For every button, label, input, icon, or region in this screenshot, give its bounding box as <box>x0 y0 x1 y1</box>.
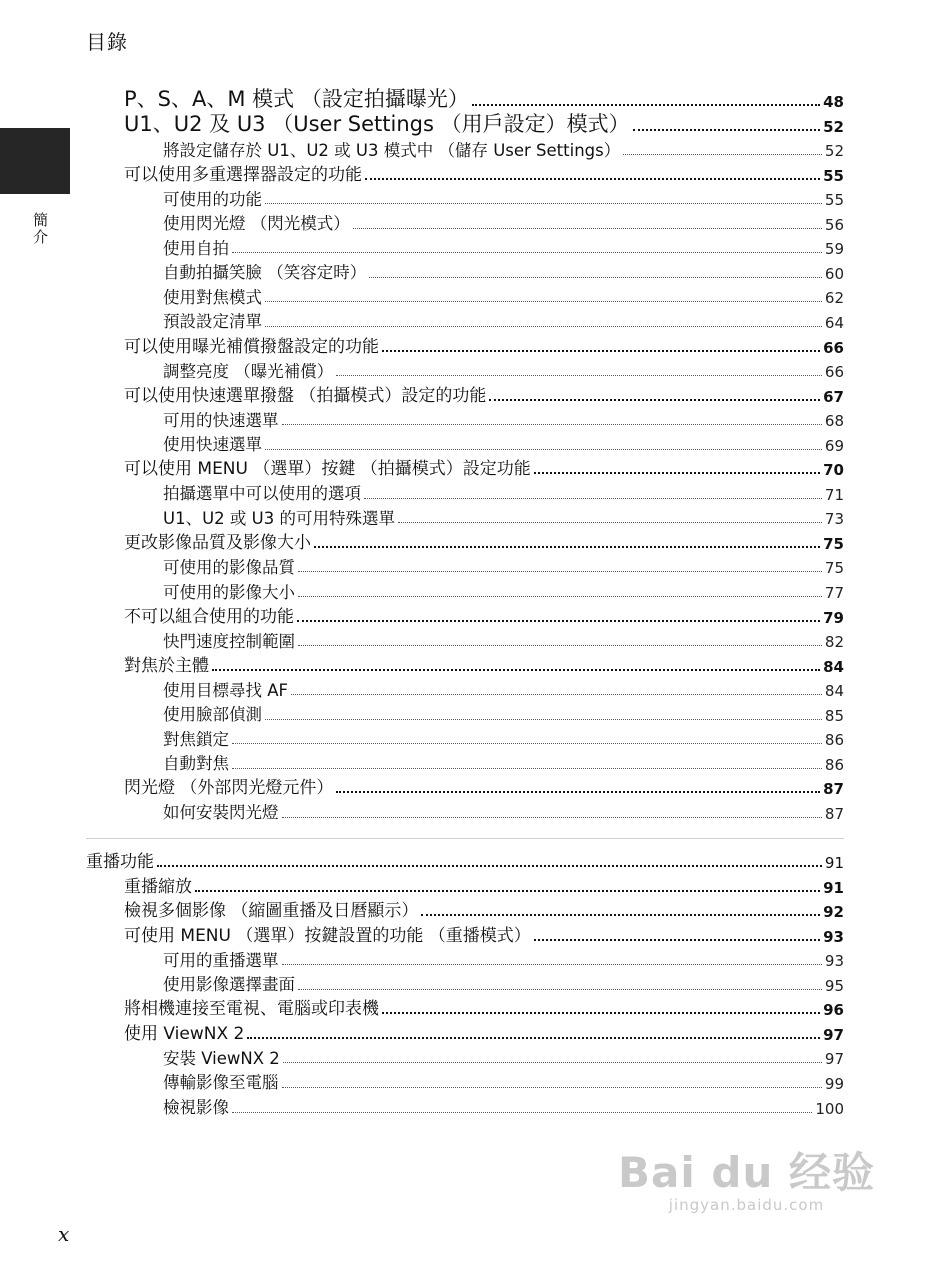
watermark <box>618 1140 875 1214</box>
toc-entry-page: 68 <box>824 412 844 431</box>
toc-dot-leader <box>265 301 822 302</box>
toc-entry[interactable] <box>163 430 844 454</box>
toc-entry-title: 重播縮放 <box>124 876 192 897</box>
toc-entry-title: 使用自拍 <box>163 238 229 258</box>
toc-entry[interactable] <box>163 675 844 699</box>
toc-dot-leader <box>265 719 822 720</box>
toc-entry-page: 55 <box>824 191 844 210</box>
toc-entry[interactable] <box>163 405 844 429</box>
toc-dot-leader <box>298 596 822 597</box>
toc-dot-leader <box>398 522 822 523</box>
toc-entry[interactable] <box>163 626 844 650</box>
toc-dot-leader <box>314 546 820 548</box>
toc-entry-title: 可使用的影像品質 <box>163 557 295 577</box>
toc-dot-leader <box>382 350 820 352</box>
toc-dot-leader <box>232 743 822 744</box>
toc-entry-page: 86 <box>824 755 844 774</box>
toc-entry-page: 95 <box>824 976 844 995</box>
toc-dot-leader <box>365 178 820 180</box>
toc-entry[interactable] <box>124 773 844 797</box>
toc-entry-page: 56 <box>824 215 844 234</box>
toc-entry[interactable] <box>163 503 844 527</box>
toc-entry[interactable] <box>163 945 844 969</box>
toc-entry-page: 66 <box>823 338 844 357</box>
toc-entry[interactable] <box>124 160 844 184</box>
toc-entry[interactable] <box>124 994 844 1018</box>
toc-entry[interactable] <box>163 479 844 503</box>
toc-entry-title: 自動拍攝笑臉 （笑容定時） <box>163 263 367 283</box>
toc-entry[interactable] <box>163 282 844 306</box>
toc-entry-title: 使用快速選單 <box>163 435 262 455</box>
toc-entry-page: 52 <box>824 142 844 161</box>
toc-entry[interactable] <box>163 552 844 576</box>
toc-dot-leader <box>157 865 822 867</box>
toc-entry-title: 可用的重播選單 <box>163 950 279 970</box>
toc-entry[interactable] <box>124 454 844 478</box>
toc-entry-title: 檢視多個影像 （縮圖重播及日曆顯示） <box>124 901 419 922</box>
toc-entry-page: 86 <box>824 731 844 750</box>
toc-entry[interactable] <box>124 528 844 552</box>
toc-dot-leader <box>212 669 820 671</box>
toc-entry-title: U1、U2 及 U3 （User Settings （用戶設定）模式） <box>124 111 630 136</box>
toc-entry[interactable] <box>163 356 844 380</box>
toc-entry[interactable] <box>163 1068 844 1092</box>
toc-entry[interactable] <box>163 307 844 331</box>
toc-entry[interactable] <box>124 872 844 896</box>
toc-dot-leader <box>489 399 820 401</box>
toc-entry[interactable] <box>124 896 844 920</box>
toc-entry[interactable] <box>163 749 844 773</box>
toc-entry-title: 檢視影像 <box>163 1098 229 1117</box>
toc-dot-leader <box>232 252 822 253</box>
toc-dot-leader <box>336 791 820 793</box>
toc-entry-title: 可以使用多重選擇器設定的功能 <box>124 164 362 185</box>
toc-entry[interactable] <box>124 921 844 945</box>
toc-dot-leader <box>265 326 822 327</box>
toc-entry-title: 預設設定清單 <box>163 312 262 332</box>
toc-entry-title: 更改影像品質及影像大小 <box>124 532 311 553</box>
toc-entry-title: 安裝 ViewNX 2 <box>163 1048 280 1068</box>
toc-dot-leader <box>195 890 820 892</box>
toc-entry[interactable] <box>163 1043 844 1067</box>
toc-entry-title: 可使用的功能 <box>163 189 262 209</box>
toc-entry-page: 93 <box>823 927 844 946</box>
toc-entry-page: 64 <box>824 313 844 332</box>
toc-dot-leader <box>247 1037 820 1039</box>
toc-dot-leader <box>232 768 822 769</box>
toc-dot-leader <box>382 1012 820 1014</box>
toc-entry-title: 可以使用快速選單撥盤 （拍攝模式）設定的功能 <box>124 385 487 406</box>
toc-entry-page: 79 <box>823 608 844 627</box>
toc-entry-page: 62 <box>824 289 844 308</box>
toc-entry-title: 閃光燈 （外部閃光燈元件） <box>124 778 334 799</box>
toc-entry-page: 91 <box>823 878 844 897</box>
toc-entry[interactable] <box>163 258 844 282</box>
toc-dot-leader <box>353 228 822 229</box>
toc-entry-title: 可使用的影像大小 <box>163 582 295 602</box>
toc-entry[interactable] <box>163 135 844 159</box>
toc-dot-leader <box>282 964 822 965</box>
toc-entry-page: 52 <box>823 117 844 136</box>
toc-entry-page: 91 <box>824 854 844 872</box>
toc-entry[interactable] <box>124 602 844 626</box>
toc-entry-page: 87 <box>824 804 844 823</box>
toc-entry-page: 66 <box>824 363 844 382</box>
toc-entry-page: 97 <box>824 1050 844 1069</box>
toc-entry[interactable] <box>163 184 844 208</box>
toc-entry-title: 可以使用 MENU （選單）按鍵 （拍攝模式）設定功能 <box>124 459 531 480</box>
toc-entry-title: 可以使用曝光補償撥盤設定的功能 <box>124 336 379 357</box>
toc-dot-leader <box>291 694 822 695</box>
toc-dot-leader <box>633 129 821 131</box>
toc-dot-leader <box>336 375 822 376</box>
toc-entry[interactable] <box>163 233 844 257</box>
toc-entry-page: 92 <box>823 903 844 922</box>
toc-dot-leader <box>282 1087 822 1088</box>
toc-entry-title: 將相機連接至電視、電腦或印表機 <box>124 999 379 1020</box>
toc-entry-title: 使用目標尋找 AF <box>163 680 289 700</box>
toc-entry-page: 60 <box>824 264 844 283</box>
toc-dot-leader <box>298 645 822 646</box>
toc-entry[interactable] <box>124 651 844 675</box>
toc-entry-title: 使用影像選擇畫面 <box>163 975 295 995</box>
toc-entry[interactable] <box>163 700 844 724</box>
page-title: 目錄 <box>86 30 128 54</box>
toc-entry-title: 使用閃光燈 （閃光模式） <box>163 214 350 234</box>
toc-entry-title: 調整亮度 （曝光補償） <box>163 361 334 381</box>
toc-entry-title: U1、U2 或 U3 的可用特殊選單 <box>163 508 395 528</box>
toc-entry-page: 99 <box>824 1074 844 1093</box>
chapter-side-label: 簡介 <box>31 212 49 246</box>
toc-dot-leader <box>369 277 822 278</box>
toc-entry[interactable] <box>163 724 844 748</box>
toc-entry[interactable] <box>86 847 844 871</box>
toc-dot-leader <box>297 620 820 622</box>
toc-entry-title: 如何安裝閃光燈 <box>163 803 279 823</box>
toc-dot-leader <box>265 203 822 204</box>
toc-dot-leader <box>282 817 822 818</box>
toc-dot-leader <box>534 939 820 941</box>
toc-entry[interactable] <box>163 798 844 822</box>
toc-entry-page: 69 <box>824 436 844 455</box>
toc-entry[interactable] <box>124 111 844 135</box>
toc-entry-page: 93 <box>824 952 844 971</box>
section-divider <box>86 838 844 839</box>
toc-entry-title: 拍攝選單中可以使用的選項 <box>163 484 361 504</box>
toc-entry-title: 使用對焦模式 <box>163 287 262 307</box>
toc-entry[interactable] <box>163 970 844 994</box>
toc-entry-page: 84 <box>823 657 844 676</box>
toc-entry[interactable] <box>163 209 844 233</box>
toc-dot-leader <box>364 498 822 499</box>
toc-entry-page: 77 <box>824 584 844 602</box>
toc-entry-title: 對焦於主體 <box>124 655 209 676</box>
toc-entry-page: 87 <box>823 780 844 799</box>
toc-entry-page: 82 <box>824 633 844 652</box>
toc-entry-page: 75 <box>823 534 844 553</box>
toc-entry-page: 70 <box>823 461 844 480</box>
toc-entry-title: 不可以組合使用的功能 <box>124 606 294 627</box>
toc-entry-title: 使用臉部偵測 <box>163 705 262 725</box>
watermark-url: jingyan.baidu.com <box>668 1196 825 1214</box>
toc-dot-leader <box>534 472 820 474</box>
toc-entry-page: 85 <box>824 706 844 725</box>
toc-dot-leader <box>472 104 820 106</box>
toc-entry-title: 傳輸影像至電腦 <box>163 1073 279 1093</box>
toc-dot-leader <box>265 449 822 450</box>
toc-entry-page: 96 <box>823 1001 844 1020</box>
toc-entry-title: 將設定儲存於 U1、U2 或 U3 模式中 （儲存 User Settings） <box>163 140 621 160</box>
toc-entry-title: 使用 ViewNX 2 <box>124 1023 245 1044</box>
toc-entry-page: 71 <box>824 485 844 504</box>
toc-dot-leader <box>283 1062 822 1063</box>
toc-entry-page: 73 <box>824 510 844 529</box>
page-number: x <box>58 1222 70 1246</box>
toc-entry-page: 67 <box>823 387 844 406</box>
toc-entry-title: P、S、A、M 模式 （設定拍攝曝光） <box>124 87 469 111</box>
toc-entry[interactable] <box>124 1019 844 1043</box>
toc-entry-title: 對焦鎖定 <box>163 729 229 749</box>
toc-dot-leader <box>298 989 822 990</box>
toc-dot-leader <box>298 571 822 572</box>
toc-entry-title: 重播功能 <box>86 852 154 872</box>
toc-entry-page: 97 <box>823 1025 844 1044</box>
watermark-logo: Bai du 经验 <box>618 1148 875 1197</box>
toc-entry-title: 自動對焦 <box>163 754 229 774</box>
toc-dot-leader <box>232 1112 812 1113</box>
toc-entry-page: 84 <box>824 682 844 701</box>
toc-entry-page: 59 <box>824 240 844 259</box>
toc-entry-title: 可使用 MENU （選單）按鍵設置的功能 （重播模式） <box>124 925 531 946</box>
toc-dot-leader <box>282 424 822 425</box>
toc-entry-title: 快門速度控制範圍 <box>163 631 295 651</box>
toc-entry-page: 100 <box>815 1099 844 1118</box>
toc-entry-title: 可用的快速選單 <box>163 410 279 430</box>
toc-entry[interactable] <box>124 86 844 110</box>
chapter-tab-marker <box>0 128 70 194</box>
toc-dot-leader <box>421 914 820 916</box>
toc-entry[interactable] <box>163 1093 844 1117</box>
toc-dot-leader <box>623 154 822 155</box>
toc-entry[interactable] <box>163 577 844 601</box>
toc-entry[interactable] <box>124 332 844 356</box>
toc-entry-page: 75 <box>824 559 844 578</box>
toc-entry[interactable] <box>124 381 844 405</box>
toc-entry-page: 48 <box>823 93 844 111</box>
toc-entry-page: 55 <box>823 166 844 185</box>
